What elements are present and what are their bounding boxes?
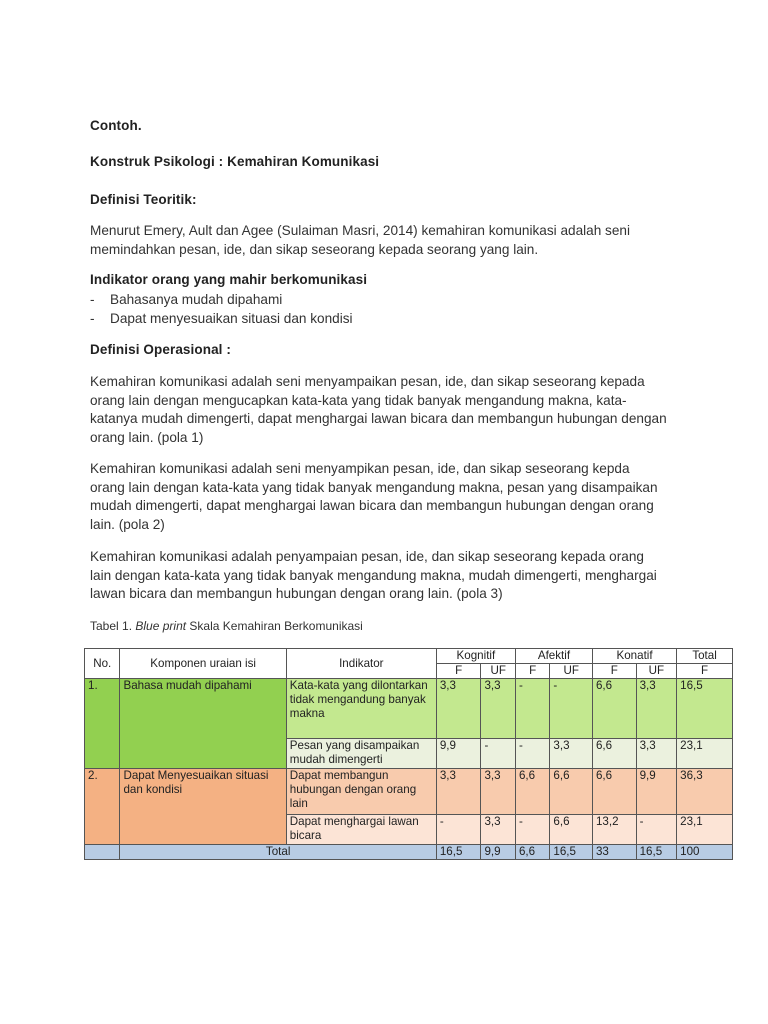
header-total: Total	[677, 649, 733, 664]
text-line: orang lain. (pola 1)	[90, 429, 204, 445]
value-cell: -	[515, 679, 549, 739]
value-cell: 13,2	[592, 815, 636, 845]
subheader-f: F	[677, 664, 733, 679]
indikator-cell: Kata-kata yang dilontarkan tidak mengandung banyak makna	[286, 679, 436, 739]
table-row	[85, 769, 733, 815]
group-komponen: Dapat Menyesuaikan situasi dan kondisi	[120, 769, 286, 845]
group-komponen: Bahasa mudah dipahami	[120, 679, 286, 769]
header-konatif: Konatif	[592, 649, 676, 664]
value-cell: -	[550, 679, 593, 739]
indikator-cell: Dapat membangun hubungan dengan orang lain	[286, 769, 436, 815]
table-header-row	[85, 649, 733, 664]
value-cell: 3,3	[636, 739, 677, 769]
value-cell: -	[436, 815, 481, 845]
total-value: 16,5	[436, 845, 481, 860]
heading-contoh: Contoh.	[90, 118, 142, 133]
text-line: orang lain dengan kata-kata yang tidak banyak mengandung makna, pesan yang disampaikan	[90, 479, 658, 495]
value-cell: 3,3	[481, 679, 515, 739]
total-value: 6,6	[515, 845, 549, 860]
value-cell: 9,9	[636, 769, 677, 815]
indikator-cell: Pesan yang disampaikan mudah dimengerti	[286, 739, 436, 769]
value-cell: 3,3	[636, 679, 677, 739]
total-row	[85, 845, 733, 860]
total-label: Total	[120, 845, 436, 860]
subheader-uf: UF	[481, 664, 515, 679]
text-line: orang lain dengan mengucapkan kata-kata yang tidak banyak mengandung makna, kata-	[90, 392, 627, 408]
definisi-operasional-title: Definisi Operasional :	[90, 342, 231, 357]
value-cell: 3,3	[481, 815, 515, 845]
indikator-list	[90, 291, 353, 328]
text-line: Kemahiran komunikasi adalah penyampaian pesan, ide, dan sikap seseorang kepada orang	[90, 549, 644, 564]
total-value: 16,5	[636, 845, 677, 860]
indikator-cell: Dapat menghargai lawan bicara	[286, 815, 436, 845]
value-cell: 23,1	[677, 739, 733, 769]
list-item: - Bahasanya mudah dipahami	[90, 292, 283, 307]
value-cell: 6,6	[592, 769, 636, 815]
pola1-paragraph	[90, 373, 680, 447]
pola2-paragraph	[90, 460, 680, 534]
subheader-f: F	[592, 664, 636, 679]
value-cell: 3,3	[436, 679, 481, 739]
table-caption: Tabel 1. Blue print Skala Kemahiran Berkomunikasi	[90, 619, 363, 633]
text-line: memindahkan pesan, ide, dan sikap seseorang kepada seorang yang lain.	[90, 241, 539, 257]
definisi-teoritik-title: Definisi Teoritik:	[90, 192, 197, 207]
subheader-uf: UF	[550, 664, 593, 679]
group-number: 2.	[85, 769, 120, 845]
header-kognitif: Kognitif	[436, 649, 515, 664]
value-cell: 3,3	[550, 739, 593, 769]
header-no: No.	[85, 649, 120, 679]
value-cell: 9,9	[436, 739, 481, 769]
value-cell: 3,3	[481, 769, 515, 815]
total-value: 16,5	[550, 845, 593, 860]
value-cell: 16,5	[677, 679, 733, 739]
value-cell: 36,3	[677, 769, 733, 815]
total-value: 9,9	[481, 845, 515, 860]
total-value: 100	[677, 845, 733, 860]
value-cell: 6,6	[592, 679, 636, 739]
list-item: - Dapat menyesuaikan situasi dan kondisi	[90, 310, 353, 326]
text-line: lain. (pola 2)	[90, 516, 165, 532]
table-row	[85, 679, 733, 739]
value-cell: -	[515, 739, 549, 769]
pola3-paragraph	[90, 548, 680, 604]
definisi-teoritik-paragraph	[90, 222, 680, 259]
value-cell: 23,1	[677, 815, 733, 845]
value-cell: 6,6	[592, 739, 636, 769]
subheader-f: F	[515, 664, 549, 679]
total-row-spacer	[85, 845, 120, 860]
group-number: 1.	[85, 679, 120, 769]
header-afektif: Afektif	[515, 649, 592, 664]
text-line: Kemahiran komunikasi adalah seni menyampikan pesan, ide, dan sikap seseorang kepda	[90, 461, 630, 476]
value-cell: 6,6	[550, 815, 593, 845]
total-value: 33	[592, 845, 636, 860]
subheader-uf: UF	[636, 664, 677, 679]
blueprint-table	[84, 648, 733, 860]
header-komponen: Komponen uraian isi	[120, 649, 286, 679]
text-line: lain dengan kata-kata yang tidak banyak mengandung makna, mudah dimengerti, menghargai	[90, 567, 657, 583]
text-line: lawan bicara dan membangun hubungan dengan orang lain. (pola 3)	[90, 586, 503, 601]
value-cell: -	[515, 815, 549, 845]
indikator-title: Indikator orang yang mahir berkomunikasi	[90, 272, 368, 287]
subheader-f: F	[436, 664, 481, 679]
text-line: Menurut Emery, Ault dan Agee (Sulaiman Masri, 2014) kemahiran komunikasi adalah seni	[90, 223, 630, 238]
konstruk-title: Konstruk Psikologi : Kemahiran Komunikasi	[90, 154, 380, 169]
value-cell: -	[481, 739, 515, 769]
value-cell: 6,6	[515, 769, 549, 815]
text-line: Kemahiran komunikasi adalah seni menyampaikan pesan, ide, dan sikap seseorang kepada	[90, 374, 645, 389]
text-line: katanya mudah dimengerti, dapat menghargai lawan bicara dan membangun hubungan dengan	[90, 411, 667, 426]
value-cell: -	[636, 815, 677, 845]
value-cell: 6,6	[550, 769, 593, 815]
text-line: mudah dimengerti, dapat menghargai lawan bicara dan membangun hubungan dengan orang	[90, 498, 654, 513]
value-cell: 3,3	[436, 769, 481, 815]
header-indikator: Indikator	[286, 649, 436, 679]
